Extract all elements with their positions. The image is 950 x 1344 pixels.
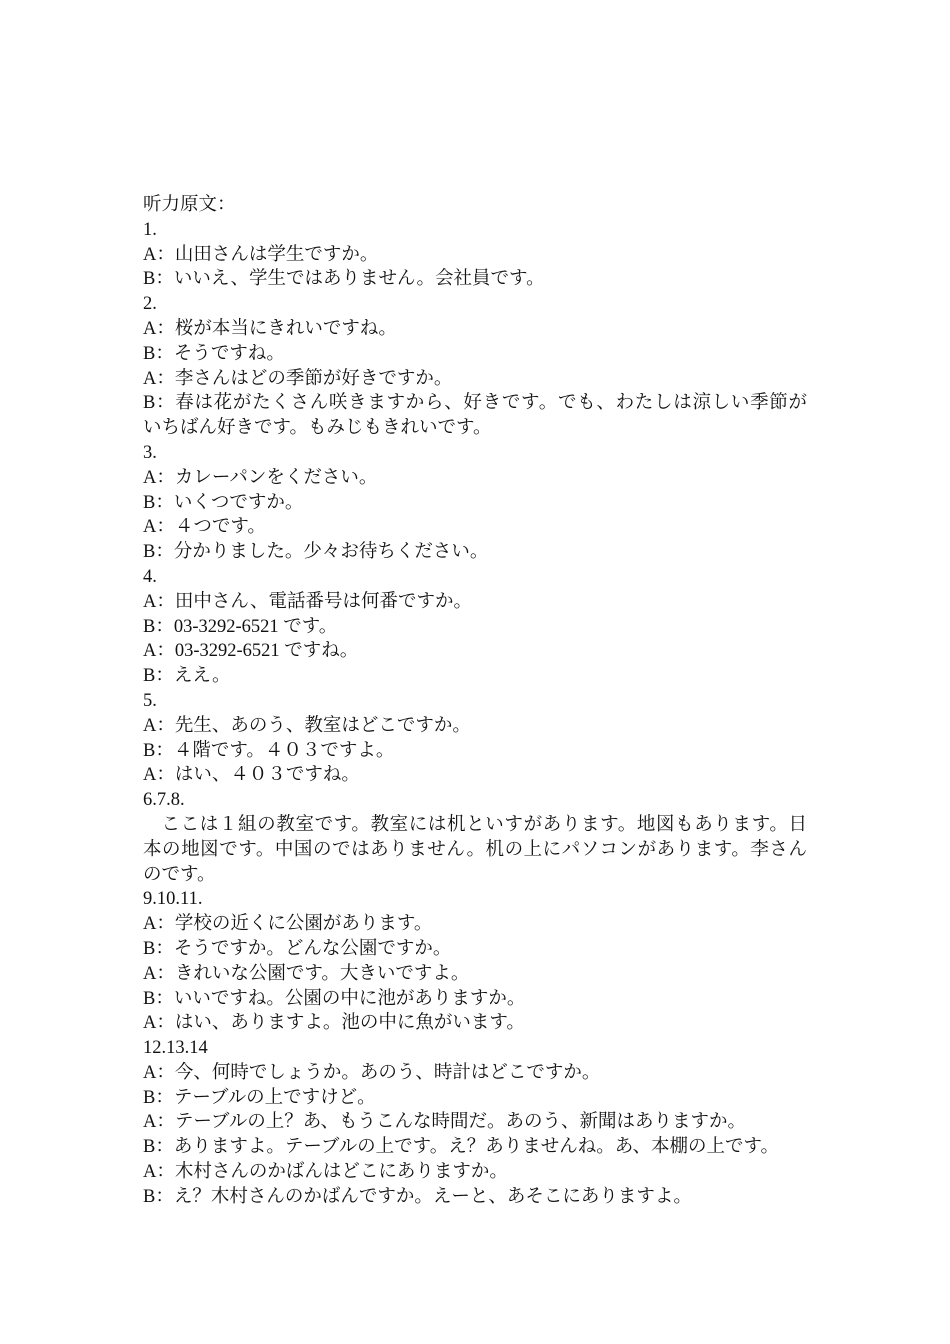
- dialogue-line: B：ええ。: [143, 666, 231, 687]
- dialogue-line: A：田中さん、電話番号は何番ですか。: [143, 591, 472, 612]
- dialogue-line: B：03-3292-6521 です。: [143, 616, 338, 637]
- dialogue-line: A：カレーパンをください。: [143, 467, 378, 488]
- dialogue-line: B：いくつですか。: [143, 492, 304, 513]
- dialogue-line-continued: いちばん好きです。もみじもきれいです。: [143, 418, 492, 439]
- dialogue-line: A：木村さんのかばんはどこにありますか。: [143, 1162, 508, 1183]
- dialogue-line: A：はい、４０３ですね。: [143, 765, 360, 786]
- dialogue-line: B：分かりました。少々お待ちください。: [143, 542, 489, 563]
- dialogue-line: A：李さんはどの季節が好きですか。: [143, 368, 453, 389]
- dialogue-line: B：そうですね。: [143, 343, 285, 364]
- dialogue-line: A：テーブルの上？あ、もうこんな時間だ。あのう、新聞はありますか。: [143, 1112, 746, 1133]
- dialogue-line: B：４階です。４０３ですよ。: [143, 740, 395, 761]
- dialogue-line: A：桜が本当にきれいですね。: [143, 318, 397, 339]
- dialogue-line: A：学校の近くに公園があります。: [143, 914, 433, 935]
- paragraph-line: 本の地図です。中国のではありません。机の上にパソコンがあります。李さん: [143, 839, 807, 860]
- dialogue-line: B：テーブルの上ですけど。: [143, 1087, 376, 1108]
- section-number: 4.: [143, 566, 157, 587]
- dialogue-line: A：03-3292-6521 ですね。: [143, 641, 359, 662]
- dialogue-line: B：ありますよ。テーブルの上です。え？ありませんね。あ、本棚の上です。: [143, 1137, 779, 1158]
- dialogue-line: B：そうですか。どんな公園ですか。: [143, 938, 452, 959]
- section-number: 5.: [143, 690, 157, 711]
- paragraph-line: ここは１組の教室です。教室には机といすがあります。地図もあります。日: [161, 814, 807, 835]
- dialogue-line: B：春は花がたくさん咲きますから、好きです。でも、わたしは涼しい季節が: [143, 393, 807, 414]
- dialogue-line: A：今、何時でしょうか。あのう、時計はどこですか。: [143, 1062, 601, 1083]
- section-number: 9.10.11.: [143, 889, 203, 910]
- dialogue-line: A：きれいな公園です。大きいですよ。: [143, 963, 470, 984]
- dialogue-line: B：いいえ、学生ではありません。会社員です。: [143, 269, 545, 290]
- transcript-body: [143, 193, 807, 1210]
- dialogue-line: B：え？木村さんのかばんですか。えーと、あそこにありますよ。: [143, 1186, 692, 1207]
- dialogue-line: A：４つです。: [143, 517, 266, 538]
- document-title: 听力原文：: [143, 195, 236, 215]
- section-number: 3.: [143, 442, 157, 463]
- section-number: 6.7.8.: [143, 790, 185, 811]
- paragraph-line: のです。: [143, 864, 216, 885]
- section-number: 12.13.14: [143, 1038, 208, 1059]
- dialogue-line: A：はい、ありますよ。池の中に魚がいます。: [143, 1013, 525, 1034]
- dialogue-line: B：いいですね。公園の中に池がありますか。: [143, 988, 526, 1009]
- dialogue-line: A：山田さんは学生ですか。: [143, 244, 379, 265]
- section-number: 1.: [143, 219, 157, 240]
- dialogue-line: A：先生、あのう、教室はどこですか。: [143, 715, 471, 736]
- section-number: 2.: [143, 294, 157, 315]
